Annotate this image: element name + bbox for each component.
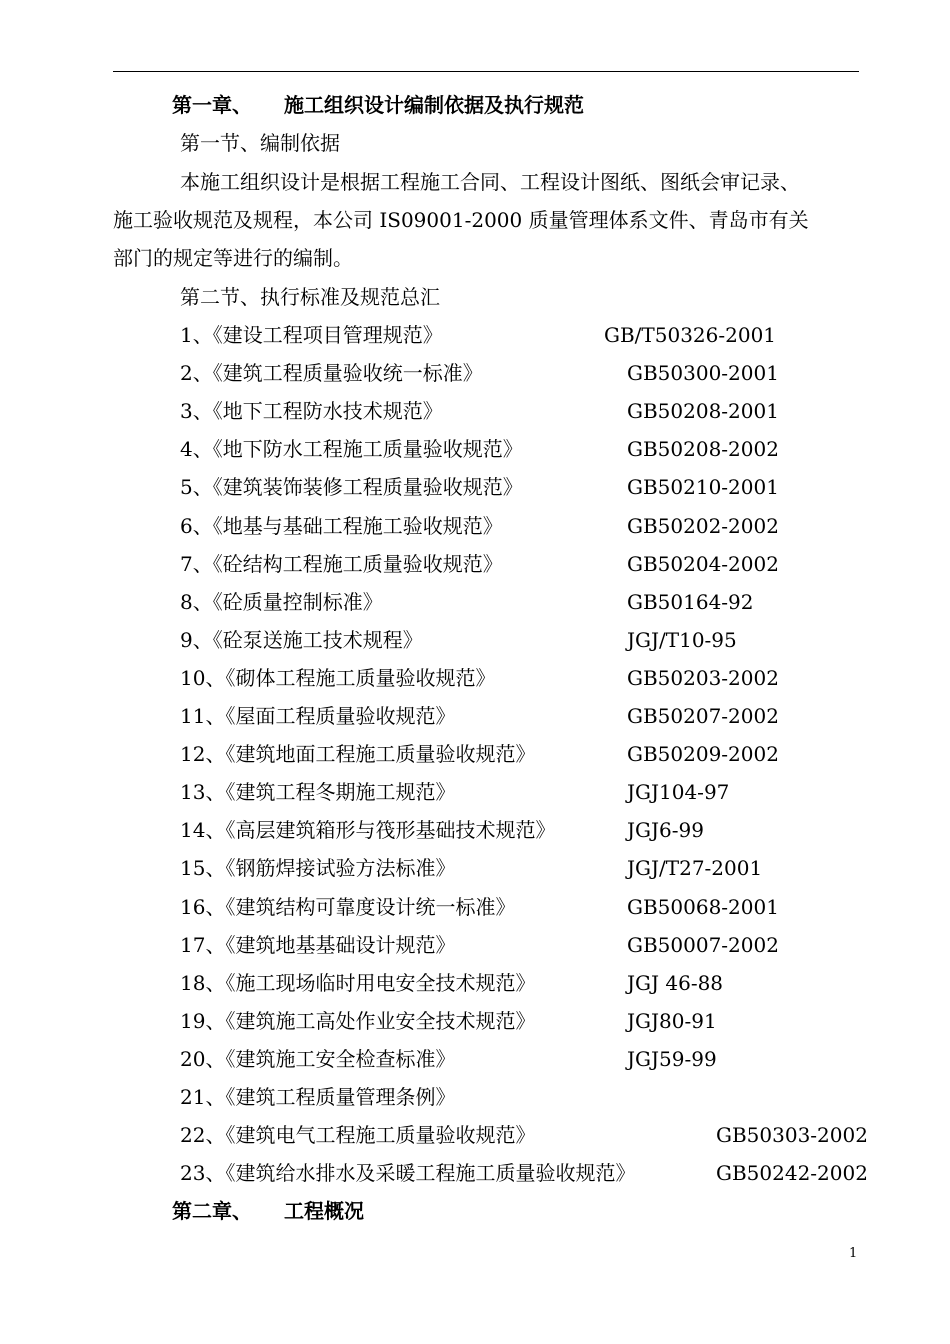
standard-title: 《砼质量控制标准》 (212, 590, 383, 614)
standard-title: 《建筑地面工程施工质量验收规范》 (225, 742, 536, 766)
standard-number: 20、 (180, 1047, 226, 1071)
paragraph-line-3: 部门的规定等进行的编制。 (113, 246, 353, 270)
standard-row (180, 1123, 535, 1147)
standard-title: 《建筑工程质量验收统一标准》 (212, 361, 483, 385)
standard-number: 21、 (180, 1085, 226, 1109)
standard-code: GB50208-2001 (627, 399, 779, 423)
standard-code: GB50068-2001 (627, 895, 779, 919)
chapter-2-title: 工程概况 (284, 1199, 364, 1223)
paragraph-line-1: 本施工组织设计是根据工程施工合同、工程设计图纸、图纸会审记录、 (180, 170, 800, 194)
standard-number: 18、 (180, 971, 226, 995)
standard-row (180, 323, 443, 347)
standard-number: 5、 (180, 475, 213, 499)
standard-row (180, 361, 483, 385)
standard-code: GB50202-2002 (627, 514, 779, 538)
section-1-heading: 第一节、编制依据 (180, 131, 340, 155)
section-2-heading: 第二节、执行标准及规范总汇 (180, 285, 440, 309)
standard-title: 《建筑结构可靠度设计统一标准》 (225, 895, 516, 919)
standard-row (180, 552, 503, 576)
paragraph-line-2: 施工验收规范及规程，本公司 IS09001-2000 质量管理体系文件、青岛市有关 (113, 208, 809, 232)
standard-code: JGJ80-91 (627, 1009, 717, 1033)
standard-number: 22、 (180, 1123, 226, 1147)
chapter-1-label: 第一章、 (172, 93, 252, 117)
standard-row (180, 895, 515, 919)
standard-title: 《建筑施工高处作业安全技术规范》 (225, 1009, 536, 1033)
standard-title: 《屋面工程质量验收规范》 (225, 704, 456, 728)
standard-number: 11、 (180, 704, 226, 728)
standard-code: GB50300-2001 (627, 361, 779, 385)
standard-title: 《钢筋焊接试验方法标准》 (225, 856, 456, 880)
standard-title: 《建筑施工安全检查标准》 (225, 1047, 456, 1071)
standard-title: 《建筑给水排水及采暖工程施工质量验收规范》 (225, 1161, 636, 1185)
standard-number: 16、 (180, 895, 226, 919)
standard-number: 4、 (180, 437, 213, 461)
standard-code: GB50207-2002 (627, 704, 779, 728)
standard-code: JGJ104-97 (627, 780, 730, 804)
standard-row (180, 1085, 455, 1109)
standard-title: 《砼结构工程施工质量验收规范》 (212, 552, 503, 576)
standard-number: 13、 (180, 780, 226, 804)
standard-code: GB50210-2001 (627, 475, 779, 499)
standard-number: 10、 (180, 666, 226, 690)
standard-code: JGJ 46-88 (627, 971, 724, 995)
standard-number: 19、 (180, 1009, 226, 1033)
standard-number: 1、 (180, 323, 213, 347)
standard-number: 8、 (180, 590, 213, 614)
chapter-1-title: 施工组织设计编制依据及执行规范 (284, 93, 584, 117)
standard-row (180, 514, 503, 538)
standard-code: JGJ/T27-2001 (627, 856, 763, 880)
standard-row (180, 818, 555, 842)
standard-title: 《地下防水工程施工质量验收规范》 (212, 437, 523, 461)
header-rule (113, 71, 859, 72)
chapter-2-label: 第二章、 (172, 1199, 252, 1223)
standard-number: 23、 (180, 1161, 226, 1185)
standard-code: GB50164-92 (627, 590, 754, 614)
standard-title: 《建筑装饰装修工程质量验收规范》 (212, 475, 523, 499)
standard-code: GB50203-2002 (627, 666, 779, 690)
standard-title: 《建筑电气工程施工质量验收规范》 (225, 1123, 536, 1147)
standard-title: 《建设工程项目管理规范》 (212, 323, 443, 347)
standard-number: 7、 (180, 552, 213, 576)
standard-title: 《砼泵送施工技术规程》 (212, 628, 423, 652)
standard-row (180, 437, 523, 461)
standard-code: JGJ/T10-95 (627, 628, 737, 652)
standard-row (180, 1009, 535, 1033)
standard-code: GB/T50326-2001 (604, 323, 777, 347)
standard-code: GB50209-2002 (627, 742, 779, 766)
standard-code: GB50007-2002 (627, 933, 779, 957)
standard-number: 9、 (180, 628, 213, 652)
standard-code: GB50303-2002 (716, 1123, 868, 1147)
standard-code: JGJ6-99 (627, 818, 704, 842)
page-number: 1 (849, 1246, 858, 1261)
standard-code: GB50242-2002 (716, 1161, 868, 1185)
standard-code: JGJ59-99 (627, 1047, 717, 1071)
standard-number: 6、 (180, 514, 213, 538)
standard-row (180, 1047, 455, 1071)
standard-title: 《地下工程防水技术规范》 (212, 399, 443, 423)
standard-row (180, 628, 423, 652)
standard-number: 12、 (180, 742, 226, 766)
standard-title: 《建筑工程冬期施工规范》 (225, 780, 456, 804)
standard-code: GB50204-2002 (627, 552, 779, 576)
standard-row (180, 399, 443, 423)
standard-number: 17、 (180, 933, 226, 957)
standard-title: 《建筑地基基础设计规范》 (225, 933, 456, 957)
standard-title: 《地基与基础工程施工验收规范》 (212, 514, 503, 538)
standard-row (180, 780, 455, 804)
standard-title: 《高层建筑箱形与筏形基础技术规范》 (225, 818, 556, 842)
standard-row (180, 742, 535, 766)
standard-row (180, 856, 455, 880)
standard-title: 《建筑工程质量管理条例》 (225, 1085, 456, 1109)
standard-row (180, 666, 495, 690)
standard-code: GB50208-2002 (627, 437, 779, 461)
standard-row (180, 475, 523, 499)
chapter-1-heading (172, 93, 584, 117)
standard-row (180, 1161, 635, 1185)
standard-number: 14、 (180, 818, 226, 842)
standard-number: 3、 (180, 399, 213, 423)
standard-row (180, 971, 535, 995)
standard-row (180, 590, 383, 614)
chapter-2-heading (172, 1199, 364, 1223)
standard-row (180, 704, 455, 728)
standard-number: 15、 (180, 856, 226, 880)
standard-title: 《施工现场临时用电安全技术规范》 (225, 971, 536, 995)
standard-number: 2、 (180, 361, 213, 385)
standard-row (180, 933, 455, 957)
standard-title: 《砌体工程施工质量验收规范》 (225, 666, 496, 690)
